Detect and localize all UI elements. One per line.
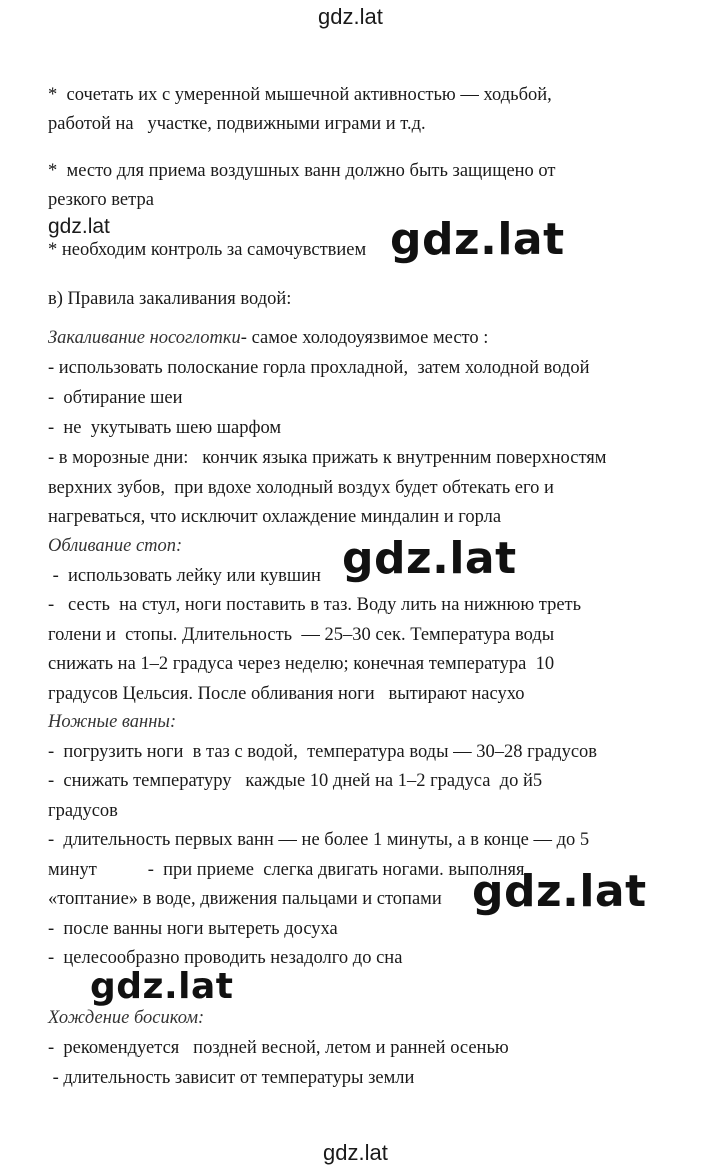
text-line: - обтирание шеи <box>48 388 183 408</box>
text-line: - в морозные дни: кончик языка прижать к внутренним поверхностям <box>48 448 607 468</box>
heading-barefoot: Хождение босиком: <box>48 1008 205 1028</box>
text-line: резкого ветра <box>48 190 154 210</box>
text-line: - не укутывать шею шарфом <box>48 418 282 438</box>
text-line: * место для приема воздушных ванн должно быть защищено от <box>48 161 556 181</box>
text-line: голени и стопы. Длительность — 25–30 сек. Температура воды <box>48 625 555 645</box>
text-line: «топтание» в воде, движения пальцами и стопами <box>48 889 442 909</box>
text-line: * сочетать их с умеренной мышечной активностью — ходьбой, <box>48 85 552 105</box>
text-line: - после ванны ноги вытереть досуха <box>48 919 338 939</box>
watermark-big: gdz.lat <box>472 866 647 917</box>
watermark-big: gdz.lat <box>90 966 234 1007</box>
text-line: работой на участке, подвижными играми и т.д. <box>48 114 426 134</box>
text-line: - длительность первых ванн — не более 1 минуты, а в конце — до 5 <box>48 830 590 850</box>
text-line: * необходим контроль за самочувствием <box>48 240 367 260</box>
text-line: нагреваться, что исключит охлаждение миндалин и горла <box>48 507 502 527</box>
watermark-bottom: gdz.lat <box>323 1140 388 1165</box>
text-line: - рекомендуется поздней весной, летом и ранней осенью <box>48 1038 509 1058</box>
heading-nasopharynx: Закаливание носоглотки <box>48 328 241 348</box>
text-line: - сесть на стул, ноги поставить в таз. Воду лить на нижнюю треть <box>48 595 582 615</box>
text-line: - использовать лейку или кувшин <box>48 566 321 586</box>
text-line <box>48 327 488 349</box>
heading-nasopharynx-rest: - самое холодоуязвимое место : <box>240 328 489 348</box>
text-line: - длительность зависит от температуры земли <box>48 1068 415 1088</box>
text-line: градусов Цельсия. После обливания ноги вытирают насухо <box>48 684 525 704</box>
text-line: - погрузить ноги в таз с водой, температура воды — 30–28 градусов <box>48 742 598 762</box>
text-line: снижать на 1–2 градуса через неделю; конечная температура 10 <box>48 654 555 674</box>
text-line: - снижать температуру каждые 10 дней на 1–2 градуса до й5 <box>48 771 543 791</box>
watermark-big: gdz.lat <box>342 533 517 584</box>
heading-foot-baths: Ножные ванны: <box>48 712 177 732</box>
text-line: градусов <box>48 801 118 821</box>
watermark-big: gdz.lat <box>390 214 565 265</box>
watermark-small-left: gdz.lat <box>48 215 110 238</box>
text-line: верхних зубов, при вдохе холодный воздух будет обтекать его и <box>48 478 554 498</box>
text-line: - целесообразно проводить незадолго до сна <box>48 948 403 968</box>
heading-feet-pouring: Обливание стоп: <box>48 536 183 556</box>
text-line: - использовать полоскание горла прохладной, затем холодной водой <box>48 358 590 378</box>
text-line: в) Правила закаливания водой: <box>48 289 292 309</box>
text-line: минут - при приеме слегка двигать ногами. выполняя <box>48 860 525 880</box>
watermark-top: gdz.lat <box>318 4 383 29</box>
